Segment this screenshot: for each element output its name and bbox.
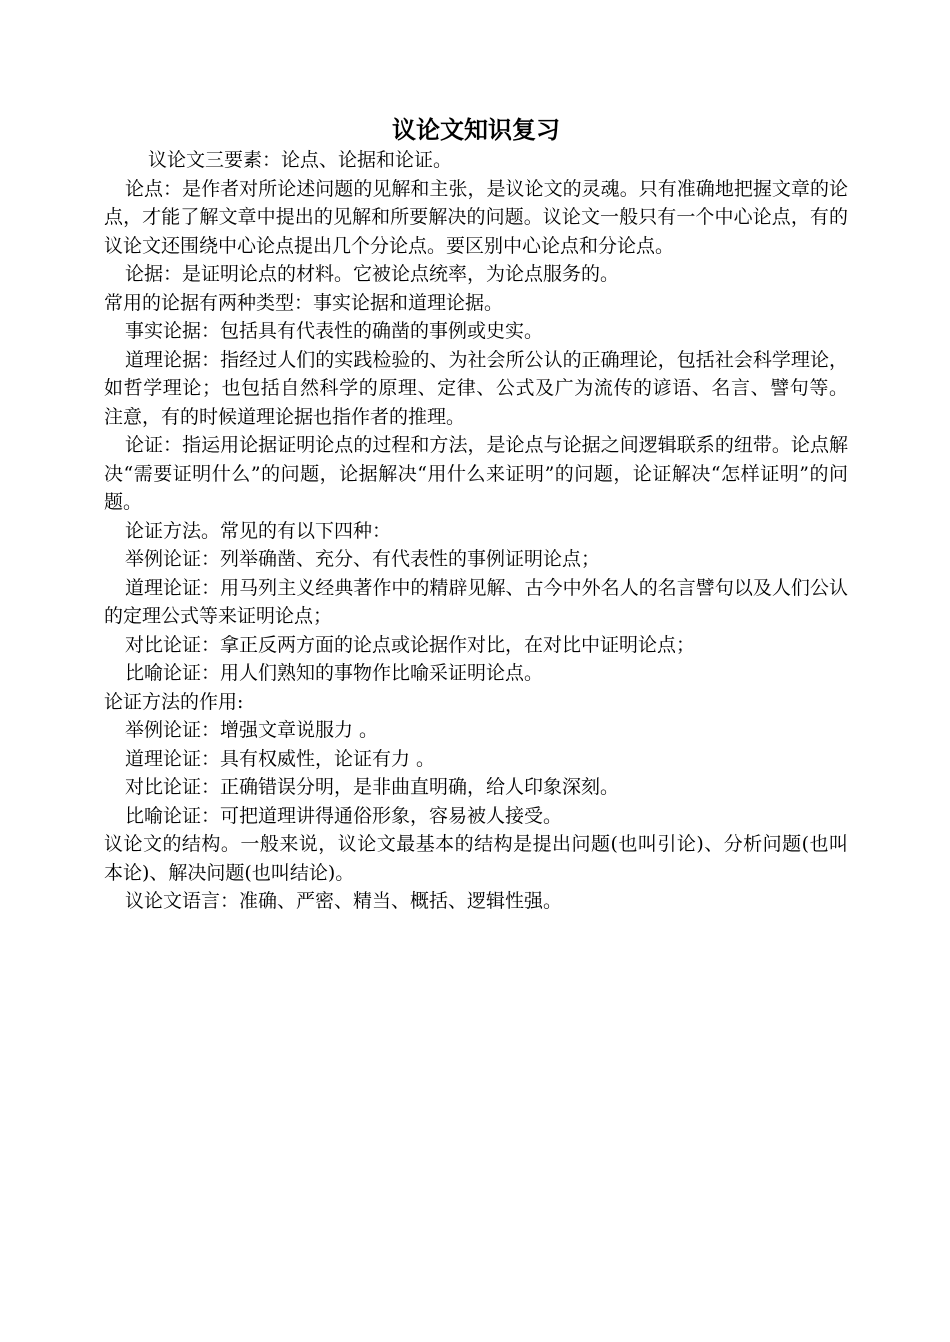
paragraph: 议论文三要素：论点、论据和论证。 [148, 149, 453, 171]
paragraph: 论证：指运用论据证明论点的过程和方法，是论点与论据之间逻辑联系的纽带。论点解决“需要证明什么”的问题，论据解决“用什么来证明”的问题，论证解决“怎样证明”的问题。 [104, 434, 848, 513]
paragraph: 举例论证：增强文章说服力 。 [125, 719, 379, 741]
paragraph: 事实论据：包括具有代表性的确凿的事例或史实。 [125, 320, 544, 342]
paragraph-list [104, 146, 873, 916]
paragraph: 论证方法的作用: [104, 690, 244, 713]
paragraph: 常用的论据有两种类型：事实论据和道理论据。 [104, 291, 504, 314]
paragraph: 议论文的结构。一般来说，议论文最基本的结构是提出问题(也叫引论)、分析问题(也叫本论)、解决问题(也叫结论)。 [104, 833, 848, 884]
paragraph: 道理论据：指经过人们的实践检验的、为社会所公认的正确理论，包括社会科学理论，如哲学理论；也包括自然科学的原理、定律、公式及广为流传的谚语、名言、譬句等。 注意，有的时候道理论据也指作者的推理。 [104, 348, 873, 428]
paragraph: 对比论证：拿正反两方面的论点或论据作对比，在对比中证明论点； [125, 633, 696, 656]
paragraph: 比喻论证：用人们熟知的事物作比喻采证明论点。 [125, 662, 544, 684]
paragraph: 论据：是证明论点的材料。它被论点统率，为论点服务的。 [125, 263, 620, 285]
paragraph: 论点：是作者对所论述问题的见解和主张，是议论文的灵魂。只有准确地把握文章的论点，才能了解文章中提出的见解和所要解决的问题。议论文一般只有一个中心论点，有的议论文还围绕中心论点提出几个分论点。要区别中心论点和分论点。 [104, 177, 848, 257]
document-body [104, 114, 873, 916]
paragraph: 议论文语言：准确、严密、精当、概括、逻辑性强。 [125, 890, 563, 912]
paragraph: 对比论证：正确错误分明，是非曲直明确，给人印象深刻。 [125, 776, 620, 798]
paragraph: 论证方法。常见的有以下四种： [125, 519, 392, 542]
document-title: 议论文知识复习 [392, 115, 560, 144]
paragraph: 比喻论证：可把道理讲得通俗形象，容易被人接受。 [125, 804, 563, 827]
paragraph: 道理论证：用马列主义经典著作中的精辟见解、古今中外名人的名言譬句以及人们公认的定理公式等来证明论点； [104, 576, 848, 627]
paragraph: 道理论证：具有权威性，论证有力 。 [125, 747, 436, 770]
paragraph: 举例论证：列举确凿、充分、有代表性的事例证明论点； [125, 548, 601, 570]
